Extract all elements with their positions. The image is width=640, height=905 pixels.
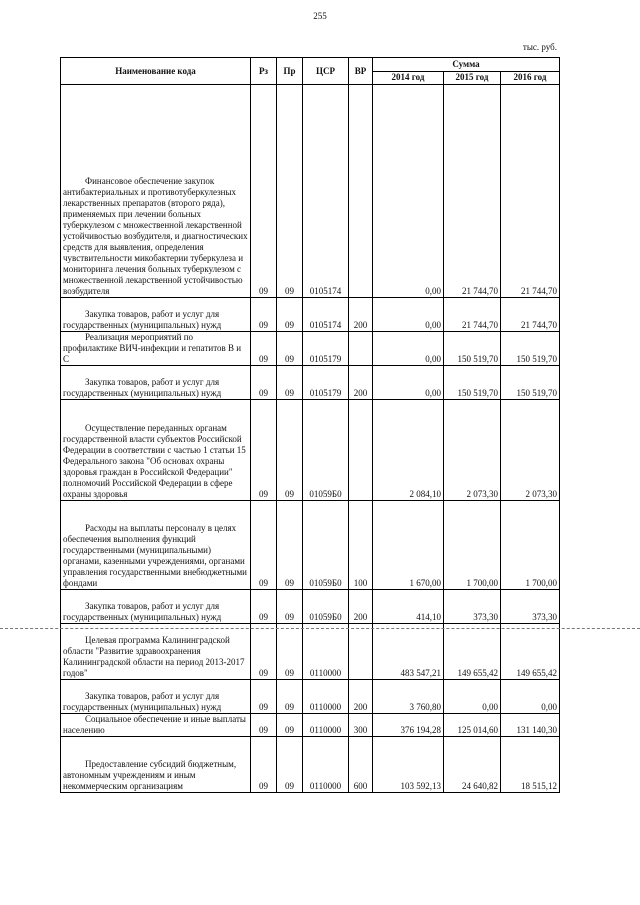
row-name bbox=[61, 332, 251, 366]
row-csr: 0110000 bbox=[303, 680, 349, 714]
row-value-2014: 0,00 bbox=[373, 298, 444, 332]
row-value-2015: 150 519,70 bbox=[444, 332, 501, 366]
table-row bbox=[61, 737, 560, 793]
row-rz: 09 bbox=[251, 400, 277, 501]
page-number: 255 bbox=[313, 11, 327, 21]
row-value-2014: 0,00 bbox=[373, 366, 444, 400]
header-2014: 2014 год bbox=[373, 71, 444, 85]
table-row bbox=[61, 714, 560, 737]
row-value-2015: 21 744,70 bbox=[444, 85, 501, 298]
row-name-text: Финансовое обеспечение закупок антибактериальных и противотуберкулезных лекарственных препаратов (второго ряда), применяемых при лечении больных туберкулезом с множественной лекарственной устойчивостью возбудителя, и диагностических средств для выявления, определения чувствительности микобактерии туберкулеза и мониторинга лечения больных туберкулезом с множественной лекарственной устойчивостью возбудителя bbox=[63, 176, 248, 296]
row-value-2016: 0,00 bbox=[501, 680, 560, 714]
header-2016: 2016 год bbox=[501, 71, 560, 85]
row-name bbox=[61, 366, 251, 400]
row-rz: 09 bbox=[251, 332, 277, 366]
row-name-text: Целевая программа Калининградской области "Развитие здравоохранения Калининградской области на период 2013-2017 годов" bbox=[63, 635, 245, 678]
header-vr: ВР bbox=[349, 58, 373, 85]
row-value-2014: 103 592,13 bbox=[373, 737, 444, 793]
table-row bbox=[61, 400, 560, 501]
page-fold-line bbox=[0, 628, 640, 629]
row-vr bbox=[349, 85, 373, 298]
row-pr: 09 bbox=[277, 85, 303, 298]
row-value-2015: 125 014,60 bbox=[444, 714, 501, 737]
row-csr: 0110000 bbox=[303, 737, 349, 793]
row-value-2016: 149 655,42 bbox=[501, 624, 560, 680]
row-value-2014: 2 084,10 bbox=[373, 400, 444, 501]
row-rz: 09 bbox=[251, 590, 277, 624]
row-rz: 09 bbox=[251, 298, 277, 332]
row-rz: 09 bbox=[251, 624, 277, 680]
row-vr bbox=[349, 624, 373, 680]
row-value-2014: 483 547,21 bbox=[373, 624, 444, 680]
row-vr: 200 bbox=[349, 366, 373, 400]
row-vr: 100 bbox=[349, 501, 373, 590]
row-name-text: Расходы на выплаты персоналу в целях обеспечения выполнения функций государственными (муниципальными) органами, казенными учреждениями, органами управления государственными внебюджетными фондами bbox=[63, 523, 247, 588]
row-name bbox=[61, 714, 251, 737]
row-name-text: Предоставление субсидий бюджетным, автономным учреждениям и иным некоммерческим организациям bbox=[63, 759, 237, 791]
header-rz: Рз bbox=[251, 58, 277, 85]
row-value-2016: 150 519,70 bbox=[501, 332, 560, 366]
row-vr: 200 bbox=[349, 590, 373, 624]
row-name-text: Закупка товаров, работ и услуг для государственных (муниципальных) нужд bbox=[63, 309, 222, 330]
row-csr: 01059Б0 bbox=[303, 501, 349, 590]
row-value-2015: 21 744,70 bbox=[444, 298, 501, 332]
row-value-2015: 0,00 bbox=[444, 680, 501, 714]
row-value-2016: 150 519,70 bbox=[501, 366, 560, 400]
row-vr: 200 bbox=[349, 680, 373, 714]
row-value-2015: 149 655,42 bbox=[444, 624, 501, 680]
table-row bbox=[61, 366, 560, 400]
table-row bbox=[61, 332, 560, 366]
table-row bbox=[61, 298, 560, 332]
row-name bbox=[61, 85, 251, 298]
row-name-text: Осуществление переданных органам государственной власти субъектов Российской Федерации в соответствии с частью 1 статьи 15 Федерального закона "Об основах охраны здоровья граждан в Российской Федерации" полномочий Российской Федерации в сфере охраны здоровья bbox=[63, 423, 246, 499]
table-row bbox=[61, 624, 560, 680]
row-value-2014: 414,10 bbox=[373, 590, 444, 624]
row-vr bbox=[349, 400, 373, 501]
row-pr: 09 bbox=[277, 737, 303, 793]
table-row bbox=[61, 590, 560, 624]
row-value-2016: 21 744,70 bbox=[501, 298, 560, 332]
row-name bbox=[61, 590, 251, 624]
row-pr: 09 bbox=[277, 501, 303, 590]
row-rz: 09 bbox=[251, 85, 277, 298]
row-csr: 0105174 bbox=[303, 298, 349, 332]
row-vr: 600 bbox=[349, 737, 373, 793]
row-csr: 0105179 bbox=[303, 332, 349, 366]
header-row bbox=[61, 58, 560, 72]
row-value-2016: 131 140,30 bbox=[501, 714, 560, 737]
row-vr bbox=[349, 332, 373, 366]
header-2015: 2015 год bbox=[444, 71, 501, 85]
row-rz: 09 bbox=[251, 737, 277, 793]
row-rz: 09 bbox=[251, 366, 277, 400]
row-value-2016: 18 515,12 bbox=[501, 737, 560, 793]
row-pr: 09 bbox=[277, 680, 303, 714]
row-name bbox=[61, 680, 251, 714]
row-csr: 0110000 bbox=[303, 624, 349, 680]
units-label: тыс. руб. bbox=[522, 42, 557, 52]
row-name-text: Реализация мероприятий по профилактике ВИЧ-инфекции и гепатитов В и С bbox=[63, 332, 242, 364]
row-name bbox=[61, 400, 251, 501]
row-name-text: Закупка товаров, работ и услуг для государственных (муниципальных) нужд bbox=[63, 601, 222, 622]
row-rz: 09 bbox=[251, 680, 277, 714]
table-row bbox=[61, 680, 560, 714]
row-value-2016: 2 073,30 bbox=[501, 400, 560, 501]
row-value-2014: 3 760,80 bbox=[373, 680, 444, 714]
row-value-2015: 2 073,30 bbox=[444, 400, 501, 501]
row-name-text: Социальное обеспечение и иные выплаты населению bbox=[63, 714, 246, 735]
row-name bbox=[61, 737, 251, 793]
header-name: Наименование кода bbox=[61, 58, 251, 85]
row-value-2015: 150 519,70 bbox=[444, 366, 501, 400]
row-value-2014: 1 670,00 bbox=[373, 501, 444, 590]
row-pr: 09 bbox=[277, 366, 303, 400]
row-vr: 200 bbox=[349, 298, 373, 332]
row-pr: 09 bbox=[277, 590, 303, 624]
row-value-2014: 0,00 bbox=[373, 332, 444, 366]
row-pr: 09 bbox=[277, 332, 303, 366]
table-row bbox=[61, 501, 560, 590]
row-pr: 09 bbox=[277, 298, 303, 332]
row-value-2016: 21 744,70 bbox=[501, 85, 560, 298]
row-value-2014: 0,00 bbox=[373, 85, 444, 298]
row-value-2014: 376 194,28 bbox=[373, 714, 444, 737]
header-pr: Пр bbox=[277, 58, 303, 85]
table-body bbox=[61, 85, 560, 793]
row-csr: 0105174 bbox=[303, 85, 349, 298]
row-name bbox=[61, 501, 251, 590]
row-csr: 01059Б0 bbox=[303, 400, 349, 501]
row-value-2015: 1 700,00 bbox=[444, 501, 501, 590]
row-csr: 0110000 bbox=[303, 714, 349, 737]
row-csr: 0105179 bbox=[303, 366, 349, 400]
row-value-2015: 24 640,82 bbox=[444, 737, 501, 793]
row-name bbox=[61, 298, 251, 332]
table-row bbox=[61, 85, 560, 298]
row-csr: 01059Б0 bbox=[303, 590, 349, 624]
row-rz: 09 bbox=[251, 501, 277, 590]
row-value-2016: 1 700,00 bbox=[501, 501, 560, 590]
row-name-text: Закупка товаров, работ и услуг для государственных (муниципальных) нужд bbox=[63, 691, 222, 712]
row-name-text: Закупка товаров, работ и услуг для государственных (муниципальных) нужд bbox=[63, 377, 222, 398]
row-vr: 300 bbox=[349, 714, 373, 737]
row-pr: 09 bbox=[277, 714, 303, 737]
row-pr: 09 bbox=[277, 624, 303, 680]
row-rz: 09 bbox=[251, 714, 277, 737]
row-pr: 09 bbox=[277, 400, 303, 501]
budget-table bbox=[60, 57, 560, 793]
row-name bbox=[61, 624, 251, 680]
row-value-2015: 373,30 bbox=[444, 590, 501, 624]
header-csr: ЦСР bbox=[303, 58, 349, 85]
header-sum: Сумма bbox=[373, 58, 560, 72]
row-value-2016: 373,30 bbox=[501, 590, 560, 624]
